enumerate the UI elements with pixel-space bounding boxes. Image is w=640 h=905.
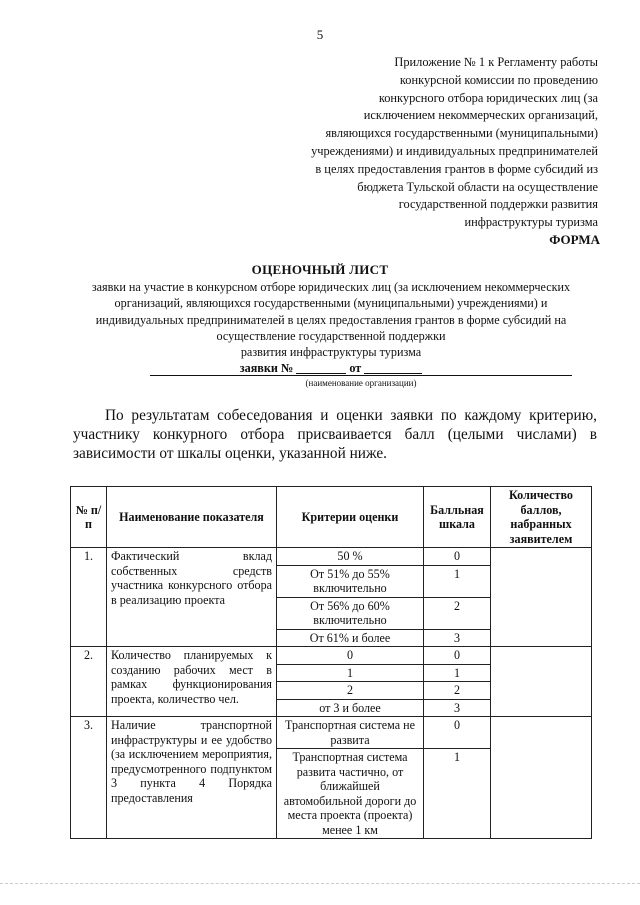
form-label: ФОРМА [549, 232, 600, 247]
points-cell: 1 [424, 664, 491, 682]
appendix-line: в целях предоставления грантов в форме субсидий из [315, 161, 598, 176]
application-number-blank [296, 361, 346, 374]
appendix-line: исключением некоммерческих организаций, [363, 108, 598, 123]
row-num: 3. [71, 717, 107, 839]
criterion-cell: Транспортная система развита частично, от ближайшей автомобильной дороги до места проекта (проекта) менее 1 км [277, 749, 424, 839]
points-cell: 3 [424, 699, 491, 717]
criterion-cell: от 3 и более [277, 699, 424, 717]
criterion-cell: 1 [277, 664, 424, 682]
appendix-header [280, 54, 598, 232]
appendix-line: инфраструктуры туризма [464, 215, 598, 230]
subtitle-line: организаций, являющихся государственными (муниципальными) учреждениями) и [114, 296, 548, 311]
score-input-cell[interactable] [491, 717, 592, 839]
header-name: Наименование показателя [107, 487, 277, 548]
score-input-cell[interactable] [491, 548, 592, 647]
points-cell: 1 [424, 565, 491, 597]
points-cell: 3 [424, 629, 491, 647]
subtitle-line: индивидуальных предпринимателей в целях предоставления грантов в форме субсидий на [95, 312, 567, 327]
table-row [71, 548, 592, 566]
criterion-cell: От 61% и более [277, 629, 424, 647]
points-cell: 2 [424, 597, 491, 629]
intro-paragraph: По результатам собеседования и оценки заявки по каждому критерию, участнику конкурного отбора присваивается балл (целыми числами) в зависимости от шкалы оценки, указанной ниже. [73, 407, 597, 462]
subtitle-line: развития инфраструктуры туризма [240, 345, 422, 360]
subtitle-line: заявки на участие в конкурсном отборе юридических лиц (за исключением некоммерческих [91, 280, 571, 294]
appendix-line: являющихся государственными (муниципальными) [325, 126, 598, 141]
page-number: 5 [316, 27, 324, 42]
points-cell: 2 [424, 682, 491, 700]
criterion-cell: Транспортная система не развита [277, 717, 424, 749]
score-table [70, 486, 592, 839]
appendix-line: бюджета Тульской области на осуществление [357, 179, 598, 194]
application-date-blank [364, 361, 422, 374]
points-cell: 0 [424, 647, 491, 665]
subtitle-line: осуществление государственной поддержки [216, 328, 446, 343]
appendix-line: конкурсного отбора юридических лиц (за [378, 90, 598, 105]
application-date-label: от [349, 361, 362, 376]
criterion-cell: 50 % [277, 548, 424, 566]
points-cell: 0 [424, 717, 491, 749]
header-score: Количество баллов, набранных заявителем [491, 487, 592, 548]
header-scale: Балльная шкала [424, 487, 491, 548]
organization-caption: (наименование организации) [305, 378, 417, 388]
table-row [71, 717, 592, 749]
appendix-line: конкурсной комиссии по проведению [399, 72, 598, 87]
header-num: № п/п [71, 487, 107, 548]
criterion-cell: 0 [277, 647, 424, 665]
row-num: 2. [71, 647, 107, 717]
sheet-subtitle [76, 279, 586, 377]
page-edge-line [0, 883, 640, 884]
row-indicator: Фактический вклад собственных средств участника конкурсного отбора в реализацию проекта [107, 548, 277, 647]
table-row [71, 647, 592, 665]
appendix-line: учреждениями) и индивидуальных предпринимателей [311, 143, 598, 158]
appendix-line: государственной поддержки развития [398, 197, 598, 212]
row-indicator: Количество планируемых к созданию рабочих мест в рамках функционирования проекта, количество чел. [107, 647, 277, 717]
criterion-cell: 2 [277, 682, 424, 700]
row-num: 1. [71, 548, 107, 647]
criterion-cell: От 51% до 55% включительно [277, 565, 424, 597]
application-number-label: заявки № [239, 361, 294, 376]
appendix-line: Приложение № 1 к Регламенту работы [394, 55, 598, 69]
criterion-cell: От 56% до 60% включительно [277, 597, 424, 629]
row-indicator: Наличие транспортной инфраструктуры и ее удобство (за исключением мероприятия, предусмотренного подпунктом 3 пункта 4 Порядка предоставления [107, 717, 277, 839]
organization-name-line [150, 375, 572, 376]
points-cell: 1 [424, 749, 491, 839]
header-criteria: Критерии оценки [277, 487, 424, 548]
table-header-row [71, 487, 592, 548]
points-cell: 0 [424, 548, 491, 566]
score-input-cell[interactable] [491, 647, 592, 717]
sheet-title: ОЦЕНОЧНЫЙ ЛИСТ [251, 262, 389, 277]
